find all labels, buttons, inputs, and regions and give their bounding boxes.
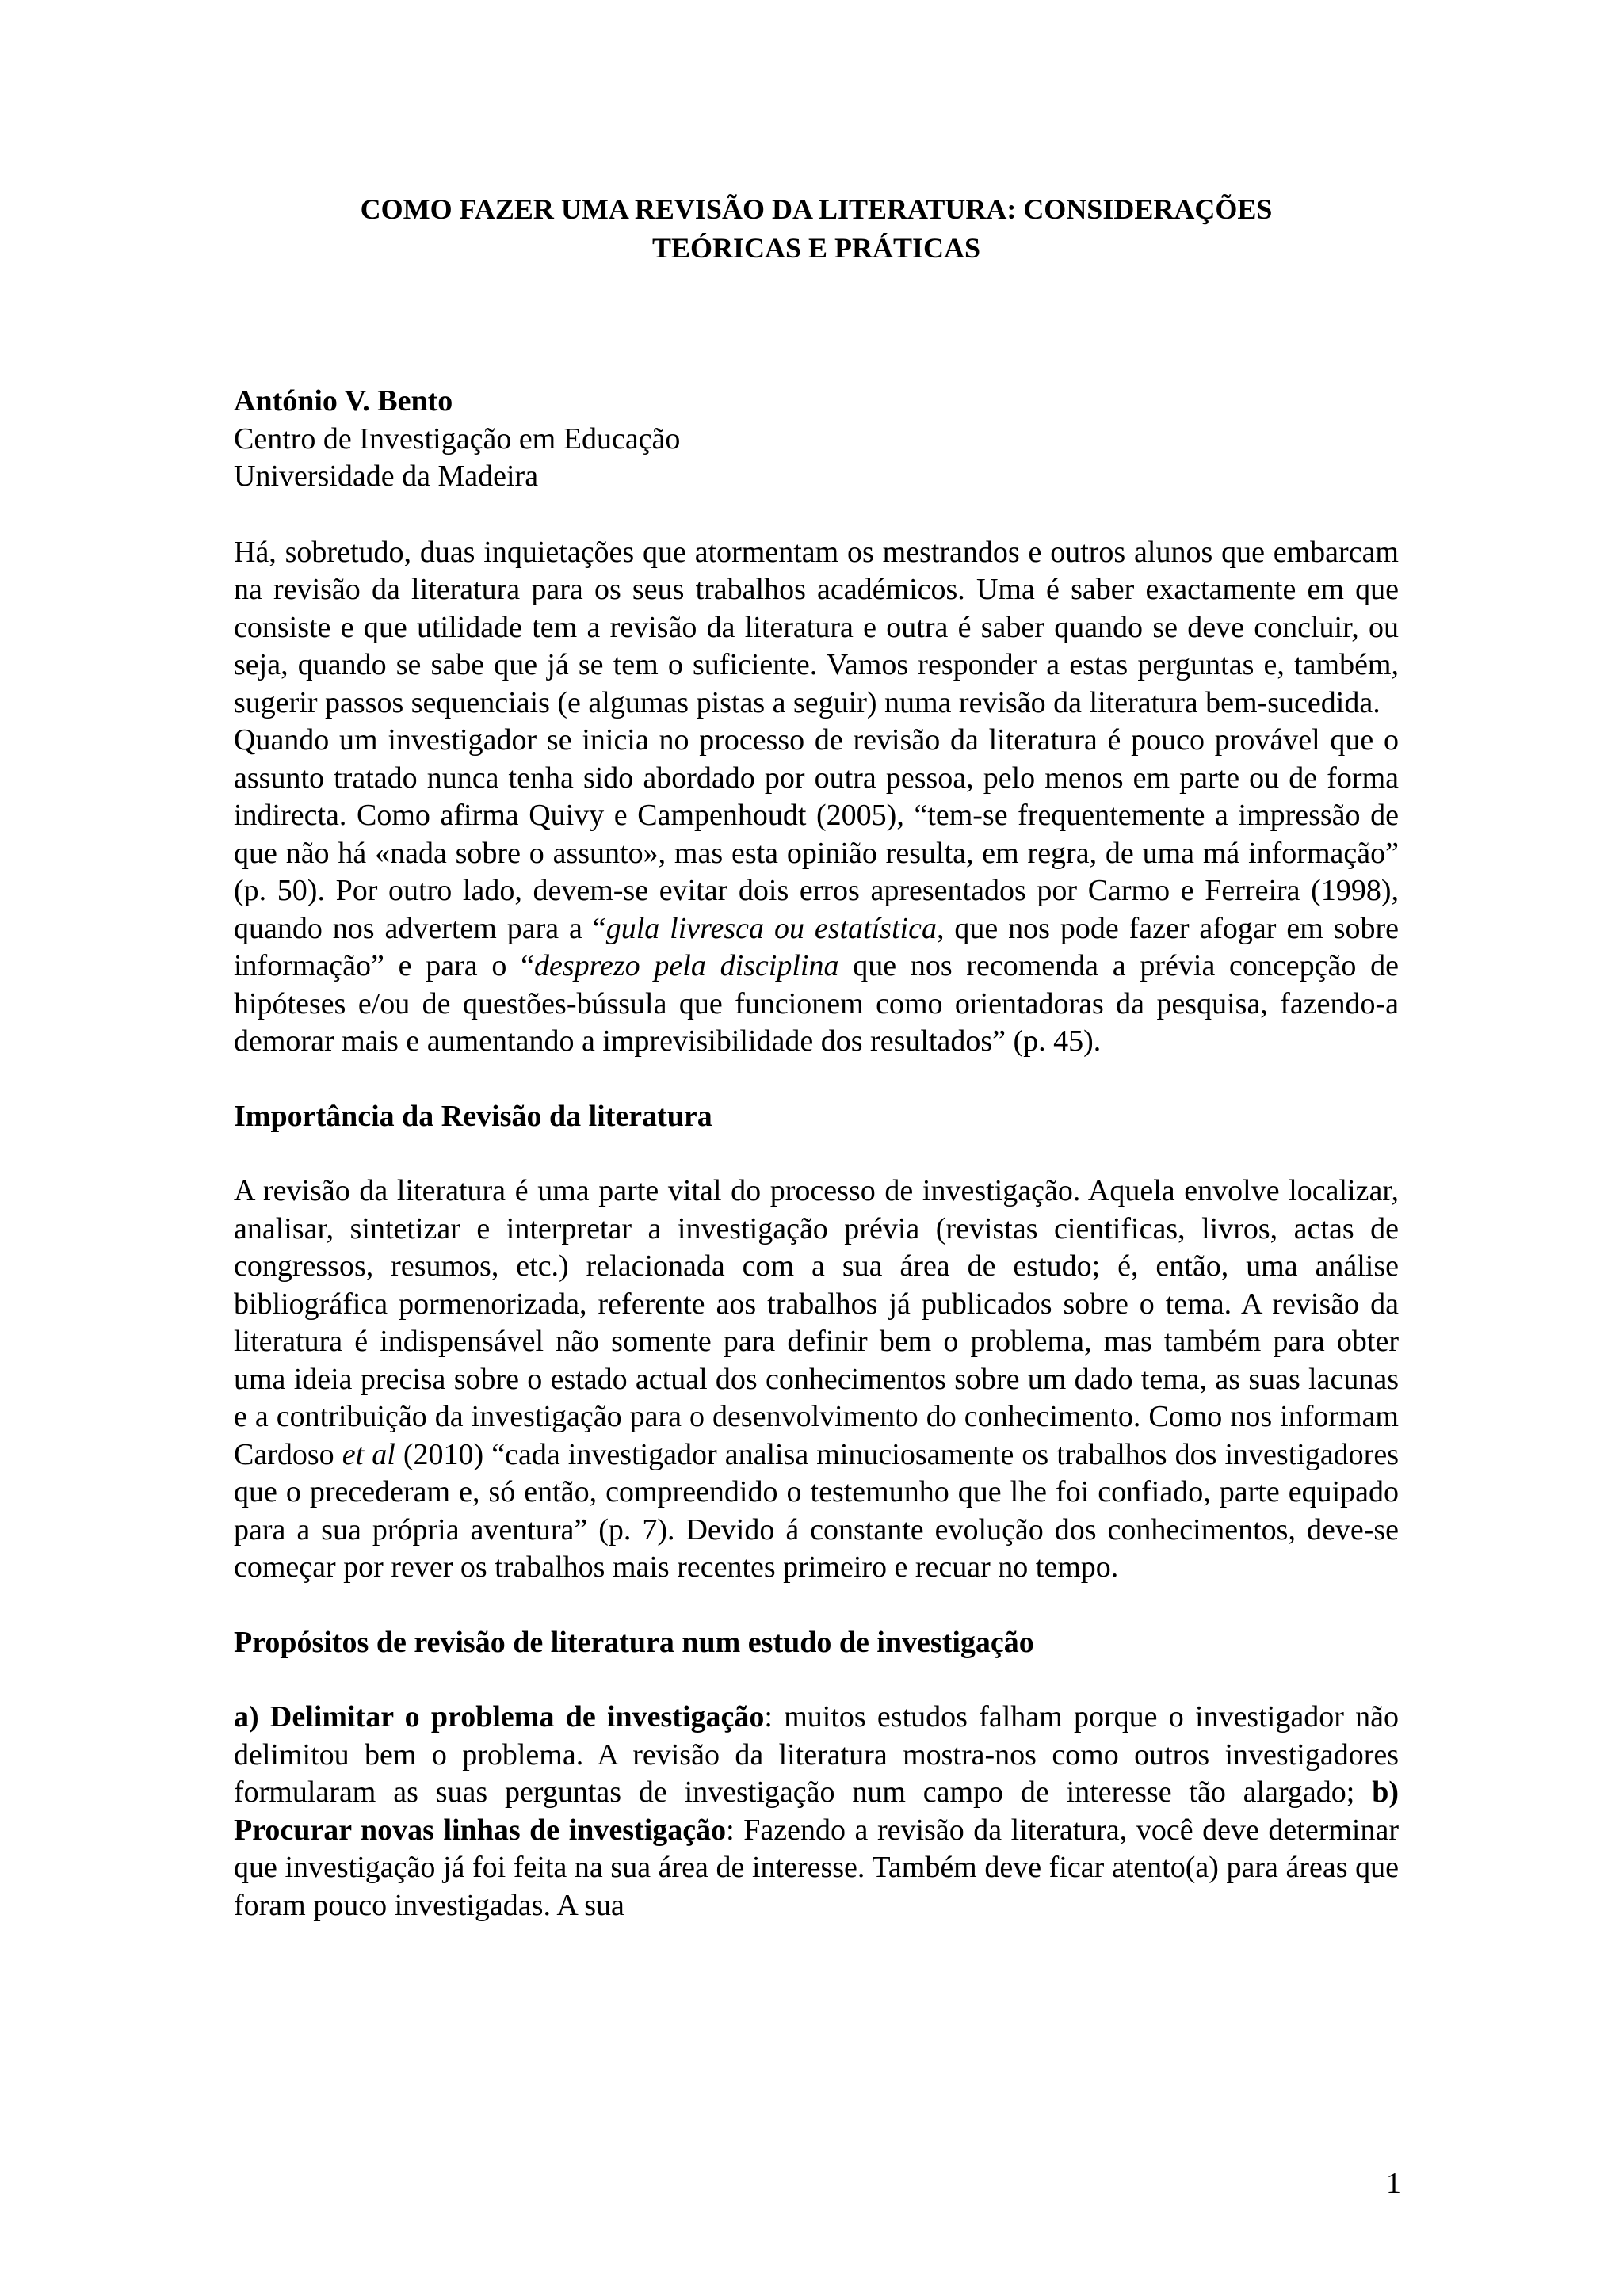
importance-text-2: (2010) “cada investigador analisa minuciosamente os trabalhos dos investigadores que o precederam e, só então, compreendido o testemunho que lhe foi confiado, parte equipado para a sua própria aventura” (p. 7). Devido á constante evolução dos conhecimentos, deve-se começar por rever os trabalhos mais recentes primeiro e recuar no tempo. xyxy=(234,1437,1399,1584)
document-body xyxy=(234,383,1399,1924)
importance-paragraph xyxy=(234,1173,1399,1587)
author-block xyxy=(234,383,1399,496)
intro-p2-text-1: Quando um investigador se inicia no processo de revisão da literatura é pouco provável que o assunto tratado nunca tenha sido abordado por outra pessoa, pelo menos em parte ou de forma indirecta. Como afirma Quivy e Campenhoudt (2005), “tem-se frequentemente a impressão de que não há «nada sobre o assunto», mas esta opinião resulta, em regra, de uma má informação” (p. 50). Por outro lado, devem-se evitar dois erros apresentados por Carmo e Ferreira (1998), quando nos advertem para a “ xyxy=(234,723,1399,945)
author-name: António V. Bento xyxy=(234,384,453,418)
title-line-2: TEÓRICAS E PRÁTICAS xyxy=(651,232,981,264)
intro-paragraph-1: Há, sobretudo, duas inquietações que atormentam os mestrandos e outros alunos que embarcam na revisão da literatura para os seus trabalhos académicos. Uma é saber exactamente em que consiste e que utilidade tem a revisão da literatura e outra é saber quando se deve concluir, ou seja, quando se sabe que já se tem o suficiente. Vamos responder a estas perguntas e, também, sugerir passos sequenciais (e algumas pistas a seguir) numa revisão da literatura bem-sucedida. xyxy=(234,535,1399,719)
purposes-paragraph xyxy=(234,1699,1399,1924)
importance-text-1: A revisão da literatura é uma parte vital do processo de investigação. Aquela envolve localizar, analisar, sintetizar e interpretar a investigação prévia (revistas cientificas, livros, actas de congressos, resumos, etc.) relacionada com a sua área de estudo; é, então, uma análise bibliográfica pormenorizada, referente aos trabalhos já publicados sobre o tema. A revisão da literatura é indispensável não somente para definir bem o problema, mas também para obter uma ideia precisa sobre o estado actual dos conhecimentos sobre um dado tema, as suas lacunas e a contribuição da investigação para o desenvolvimento do conhecimento. Como nos informam Cardoso xyxy=(234,1174,1399,1471)
intro-p2-italic-1: gula livresca ou estatística xyxy=(605,911,937,945)
document-title xyxy=(198,190,1434,268)
purpose-a-label: a) Delimitar o problema de investigação xyxy=(234,1700,765,1733)
author-affiliation-university: Universidade da Madeira xyxy=(234,460,539,493)
purpose-a-text: : muitos estudos falham porque o investigador não delimitou bem o problema. A revisão da literatura mostra-nos como outros investigadores formularam as suas perguntas de investigação num campo de interesse tão alargado; xyxy=(234,1700,1399,1809)
intro-p2-text-3: que nos recomenda a prévia concepção de hipóteses e/ou de questões-bússula que funcionem como orientadoras da pesquisa, fazendo-a demorar mais e aumentando a imprevisibilidade dos resultados” (p. 45). xyxy=(234,949,1399,1058)
intro-paragraph-2 xyxy=(234,722,1399,1061)
page-number: 1 xyxy=(1386,2167,1401,2200)
intro-p2-text-2: , que nos pode fazer afogar em sobre informação” e para o “ xyxy=(234,911,1399,982)
purpose-b-label: b) Procurar novas linhas de investigação xyxy=(234,1775,1399,1847)
purpose-b-text: : Fazendo a revisão da literatura, você deve determinar que investigação já foi feita na sua área de interesse. Também deve ficar atento(a) para áreas que foram pouco investigadas. A sua xyxy=(234,1813,1399,1922)
section-heading-importance: Importância da Revisão da literatura xyxy=(234,1099,712,1133)
author-affiliation-center: Centro de Investigação em Educação xyxy=(234,421,681,456)
section-heading-purposes: Propósitos de revisão de literatura num estudo de investigação xyxy=(234,1625,1034,1659)
intro-p2-italic-2: desprezo pela disciplina xyxy=(533,949,839,982)
importance-italic-et-al: et al xyxy=(342,1437,395,1471)
title-line-1: COMO FAZER UMA REVISÃO DA LITERATURA: CONSIDERAÇÕES xyxy=(360,193,1273,225)
